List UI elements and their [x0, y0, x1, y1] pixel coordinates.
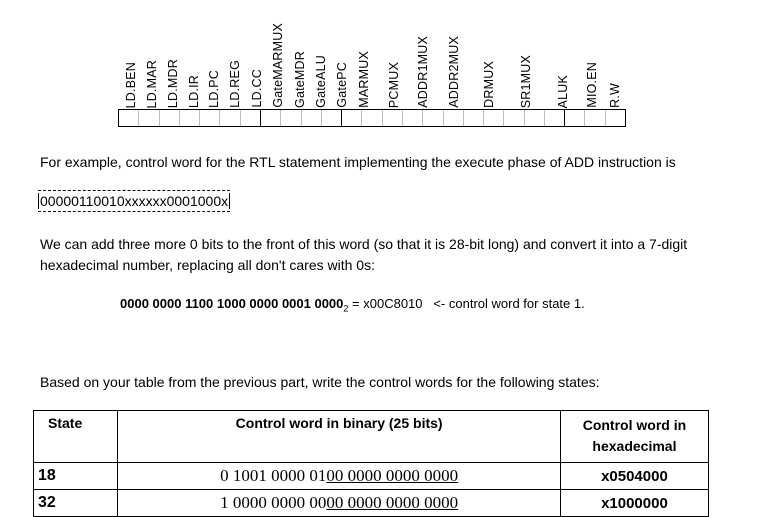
signal-label: PCMUX: [387, 61, 401, 108]
state-cell: 32: [34, 490, 118, 517]
equation-base: 2: [343, 303, 349, 314]
signal-label: LD.BEN: [124, 61, 138, 108]
hex-cell: x0504000: [560, 463, 708, 490]
signal-label: GatePC: [335, 62, 349, 108]
signal-label: LD.MDR: [166, 58, 180, 108]
conversion-equation: [120, 294, 585, 319]
header-binary: Control word in binary (25 bits): [118, 411, 561, 463]
state-cell: 18: [34, 463, 118, 490]
signal-label: DRMUX: [482, 61, 496, 108]
signal-label: ALUK: [556, 74, 570, 108]
signal-label: LD.PC: [207, 70, 221, 108]
signal-label: LD.MAR: [145, 59, 159, 108]
instruction-paragraph: Based on your table from the previous part, write the control words for the following states:: [40, 374, 600, 390]
equation-result: = x00C8010 <- control word for state 1.: [348, 296, 585, 311]
control-word-table: [33, 410, 709, 517]
signal-header: [0, 0, 777, 130]
equation-binary: 0000 0000 1100 1000 0000 0001 0000: [120, 296, 344, 311]
signal-label: MARMUX: [357, 51, 371, 108]
binary-cell: 1 0000 0000 0000 0000 0000 0000: [118, 490, 561, 517]
signal-label: LD.CC: [250, 69, 264, 108]
intro-paragraph: For example, control word for the RTL statement implementing the execute phase of ADD instruction is: [40, 154, 676, 170]
signal-label: ADDR1MUX: [416, 36, 430, 108]
table-header-row: [34, 411, 709, 463]
binary-cell: 0 1001 0000 0100 0000 0000 0000: [118, 463, 561, 490]
signal-label: MIO.EN: [585, 62, 599, 108]
signal-label: GateMARMUX: [271, 23, 285, 108]
header-hex: Control word in hexadecimal: [560, 411, 708, 463]
control-bits-row: [118, 109, 626, 127]
signal-label: GateALU: [314, 55, 328, 108]
explanation-paragraph: We can add three more 0 bits to the front of this word (so that it is 28-bit long) and convert it into a 7-digit hexadecimal number, replacing all don't cares with 0s:: [40, 236, 688, 273]
hex-cell: x1000000: [560, 490, 708, 517]
header-state: State: [34, 411, 118, 463]
signal-label: ADDR2MUX: [447, 36, 461, 108]
signal-label: GateMDR: [293, 51, 307, 108]
table-row: [34, 490, 709, 517]
signal-label: LD.IR: [187, 75, 201, 108]
table-row: [34, 463, 709, 490]
signal-label: R.W: [608, 83, 622, 108]
example-control-word: 00000110010xxxxxx0001000x: [38, 190, 230, 212]
signal-label: SR1MUX: [519, 54, 533, 108]
signal-label: LD.REG: [228, 60, 242, 108]
